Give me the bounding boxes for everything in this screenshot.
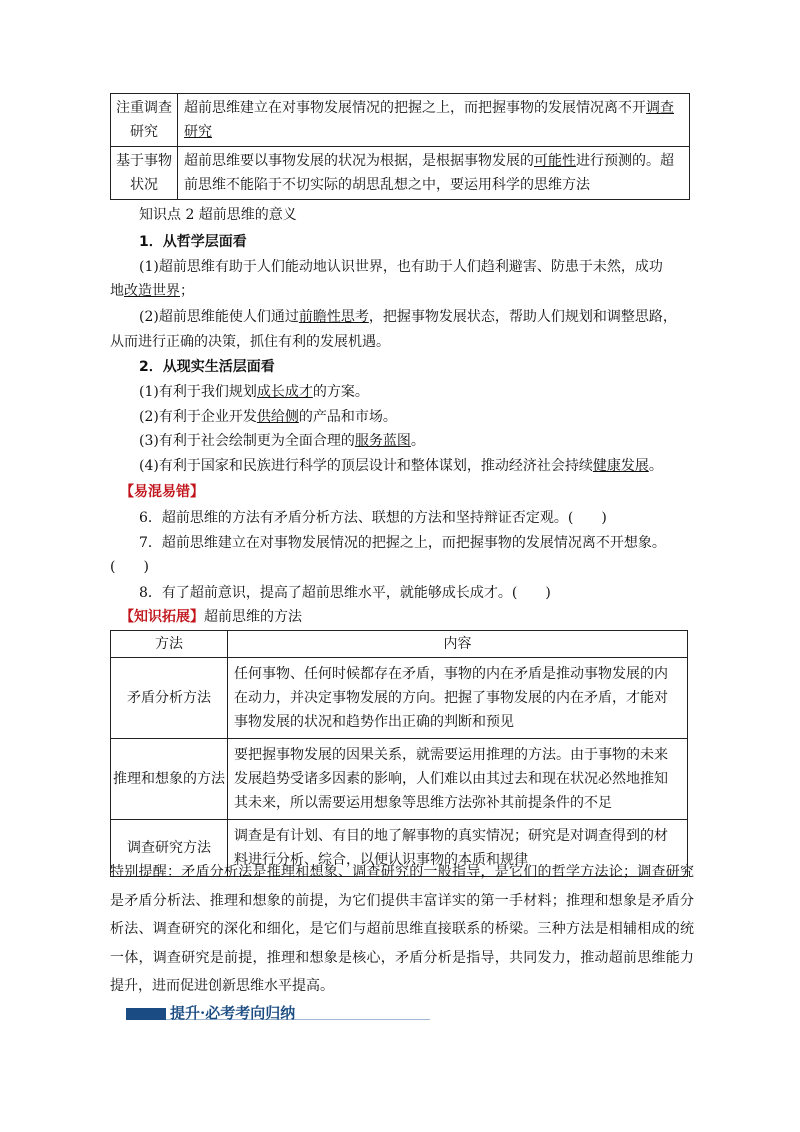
- underlined-term: 供给侧: [256, 409, 299, 425]
- list-item: [139, 430, 425, 450]
- paragraph-continuation: [110, 280, 194, 300]
- underlined-term: 成长成才: [256, 384, 313, 400]
- method-content: 调查是有计划、有目的地了解事物的真实情况；研究是对调查得到的材料进行分析、综合，以便认识事物的本质和规律: [228, 820, 688, 877]
- row-text: 超前思维要以事物发展的状况为根据，是根据事物发展的: [184, 153, 534, 169]
- text: 。: [410, 433, 425, 449]
- list-item: [139, 381, 369, 401]
- paragraph-continuation: 从而进行正确的决策，抓住有利的发展机遇。: [110, 334, 390, 350]
- paragraph: [139, 306, 677, 326]
- text: (2)有利于企业开发: [139, 409, 257, 425]
- expand-tag: 【知识拓展】: [120, 609, 204, 625]
- text: ；: [180, 283, 194, 299]
- text: 地: [110, 283, 124, 299]
- banner-title: 提升·必考考向归纳: [170, 1004, 296, 1022]
- question-6: 6．超前思维的方法有矛盾分析方法、联想的方法和坚持辩证否定观。( ): [139, 510, 607, 526]
- text: 的产品和市场。: [298, 409, 397, 425]
- row-content: [178, 147, 690, 200]
- text: ，把握事物发展状态，帮助人们规划和调整思路，: [368, 309, 677, 325]
- method-name: 调查研究方法: [111, 820, 228, 877]
- confuse-tag: 【易混易错】: [120, 484, 204, 500]
- question-7: 7．超前思维建立在对事物发展情况的把握之上，而把握事物的发展情况离不开想象。: [139, 535, 666, 551]
- row-label: 注重调查研究: [111, 94, 178, 147]
- methods-table: [110, 630, 688, 877]
- column-header: 方法: [111, 631, 228, 658]
- table-row: [111, 658, 688, 739]
- special-note: 特别提醒：矛盾分析法是推理和想象、调查研究的一般指导，是它们的哲学方法论；调查研究是矛盾分析法、推理和想象的前提，为它们提供丰富详实的第一手材料；推理和想象是矛盾分析法、调查研究的深化和细化，是它们与超前思维直接联系的桥梁。三种方法是相辅相成的统一体，调查研究是前提，推理和想象是核心，矛盾分析是指导，共同发力，推动超前思维能力提升，进而促进创新思维水平提高。: [110, 864, 694, 994]
- row-text: 进行预测的。超前思维不能陷于不切实际的胡思乱想之中，要运用科学的思维方法: [184, 153, 674, 193]
- question-7-answer: ( ): [110, 559, 149, 575]
- method-name: 矛盾分析方法: [111, 658, 228, 739]
- row-text: 超前思维建立在对事物发展情况的把握之上，而把握事物的发展情况离不开: [184, 100, 646, 116]
- question-8: 8．有了超前意识，提高了超前思维水平，就能够成长成才。( ): [139, 585, 551, 601]
- underlined-term: 改造世界: [124, 283, 180, 299]
- underlined-term: 服务蓝图: [354, 433, 411, 449]
- method-content: 任何事物、任何时候都存在矛盾，事物的内在矛盾是推动事物发展的内在动力，并决定事物发展的方向。把握了事物发展的内在矛盾，才能对事物发展的状况和趋势作出正确的判断和预见: [228, 658, 688, 739]
- summary-table: [110, 93, 690, 200]
- table-row: [111, 147, 690, 200]
- table-row: [111, 739, 688, 820]
- paragraph: (1)超前思维有助于人们能动地认识世界，也有助于人们趋利避害、防患于未然，成功: [139, 259, 663, 275]
- list-item: [139, 455, 663, 475]
- section-banner: [126, 1002, 430, 1024]
- table-row: [111, 94, 690, 147]
- underlined-term: 前瞻性思考: [298, 309, 369, 325]
- text: 的方案。: [312, 384, 369, 400]
- method-content: 要把握事物发展的因果关系，就需要运用推理的方法。由于事物的未来发展趋势受诸多因素的影响，人们难以由其过去和现在状况必然地推知其未来，所以需要运用想象等思维方法弥补其前提条件的不足: [228, 739, 688, 820]
- text: (1)有利于我们规划: [139, 384, 257, 400]
- table-header-row: [111, 631, 688, 658]
- underlined-term: 健康发展: [592, 458, 649, 474]
- subsection-title: 2．从现实生活层面看: [139, 359, 275, 375]
- underlined-term: 调查研究: [184, 100, 674, 140]
- expand-heading: [120, 606, 302, 626]
- expand-title: 超前思维的方法: [204, 609, 302, 625]
- text: 。: [648, 458, 663, 474]
- text: (3)有利于社会绘制更为全面合理的: [139, 433, 355, 449]
- banner-bar: [126, 1008, 166, 1020]
- method-name: 推理和想象的方法: [111, 739, 228, 820]
- subsection-title: 1．从哲学层面看: [139, 234, 247, 250]
- row-content: [178, 94, 690, 147]
- underlined-term: 可能性: [534, 153, 576, 169]
- text: (2)超前思维能使人们通过: [139, 309, 299, 325]
- list-item: [139, 406, 397, 426]
- text: (4)有利于国家和民族进行科学的顶层设计和整体谋划，推动经济社会持续: [139, 458, 593, 474]
- column-header: 内容: [228, 631, 688, 658]
- section-title: 知识点 2 超前思维的意义: [139, 207, 297, 223]
- row-label: 基于事物状况: [111, 147, 178, 200]
